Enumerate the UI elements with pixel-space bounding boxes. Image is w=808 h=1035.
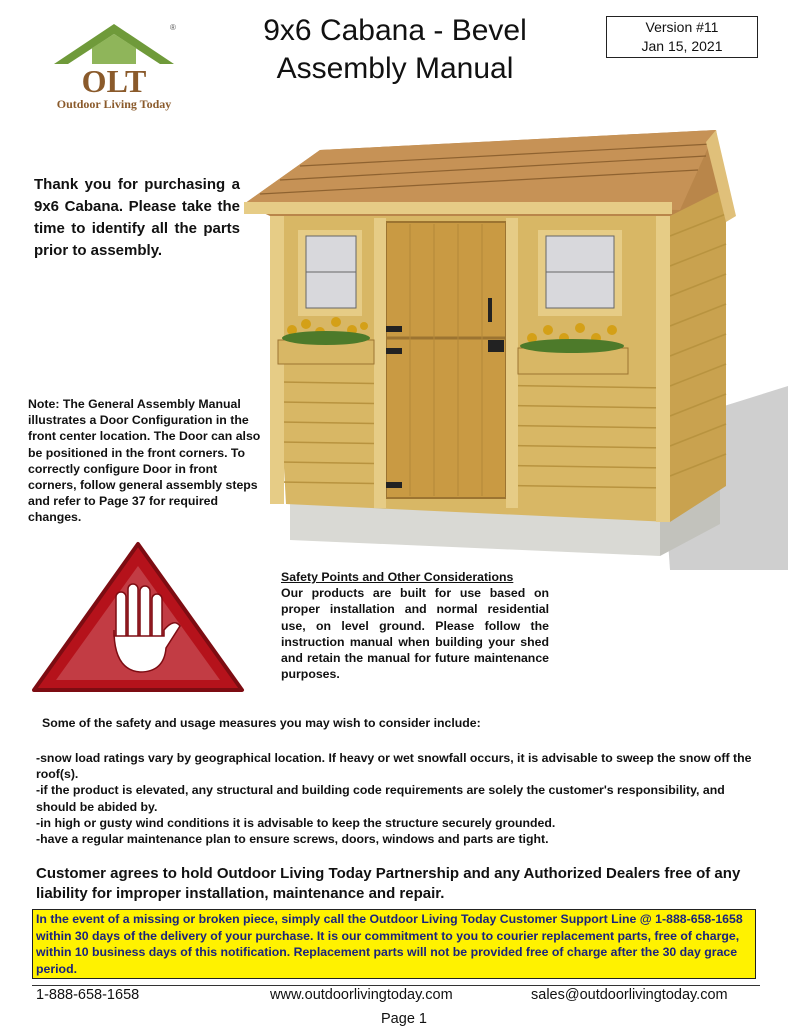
version-box (606, 16, 758, 58)
list-item: -have a regular maintenance plan to ensure screws, doors, windows and parts are tight. (36, 832, 549, 847)
footer-phone: 1-888-658-1658 (36, 987, 140, 1003)
safety-section (281, 569, 549, 682)
title-line-2: Assembly Manual (276, 52, 514, 85)
svg-text:Outdoor Living Today: Outdoor Living Today (56, 97, 172, 111)
shed-illustration (240, 126, 788, 570)
page-title (220, 12, 570, 88)
olt-logo (34, 18, 194, 118)
list-item: -snow load ratings vary by geographical location. If heavy or wet snowfall occurs, it is advisable to sweep the snow off the roof(s). (36, 751, 752, 782)
safety-title: Safety Points and Other Considerations (281, 570, 514, 584)
measures-list (36, 750, 766, 847)
svg-text:®: ® (170, 23, 176, 32)
page-number: Page 1 (381, 1011, 427, 1027)
door-config-note: Note: The General Assembly Manual illustrates a Door Configuration in the front center location. The Door can also be positioned in the front corners. To correctly configure Door in front corners, follow general assembly steps and refer to Page 37 for required changes. (28, 397, 261, 525)
list-item: -in high or gusty wind conditions it is advisable to keep the structure securely grounded. (36, 815, 556, 830)
footer-email[interactable]: sales@outdoorlivingtoday.com (531, 987, 728, 1003)
safety-body: Our products are built for use based on proper installation and normal residential use, on level ground. Please follow the instruction manual when building your shed and retain the manual for future maintenance purposes. (281, 586, 549, 682)
version-number: Version #11 (645, 19, 719, 35)
title-line-1: 9x6 Cabana - Bevel (263, 14, 527, 47)
measures-intro: Some of the safety and usage measures you may wish to consider include: (42, 716, 481, 730)
list-item: -if the product is elevated, any structural and building code requirements are solely the customer's responsibility, and should be abided by. (36, 783, 725, 814)
svg-text:OLT: OLT (81, 63, 147, 99)
support-notice: In the event of a missing or broken piece, simply call the Outdoor Living Today Customer Support Line @ 1-888-658-1658 within 30 days of the delivery of your purchase. It is our commitment to you to courier replacement parts, free of charge, within 10 business days of this notification. Replacement parts will not be provided free of charge after the 30 day grace period. (32, 909, 756, 979)
version-date: Jan 15, 2021 (641, 38, 723, 54)
stop-hand-icon (30, 540, 246, 696)
footer-divider (32, 985, 760, 986)
liability-agreement: Customer agrees to hold Outdoor Living Today Partnership and any Authorized Dealers free of any liability for improper installation, maintenance and repair. (36, 865, 741, 902)
intro-text: Thank you for purchasing a 9x6 Cabana. Please take the time to identify all the parts prior to assembly. (34, 176, 240, 259)
footer-website[interactable]: www.outdoorlivingtoday.com (270, 987, 453, 1003)
